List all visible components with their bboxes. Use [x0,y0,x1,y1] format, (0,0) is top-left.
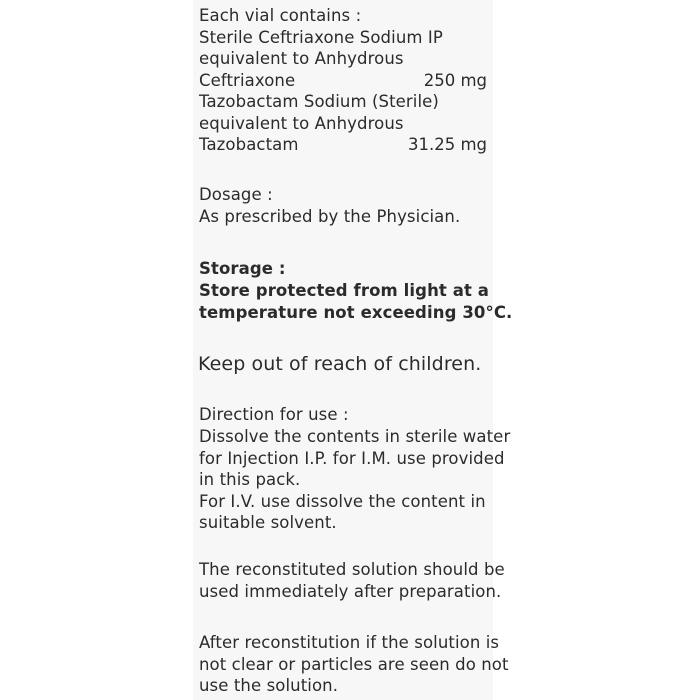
children-warning: Keep out of reach of children. [198,353,482,375]
directions-text: suitable solvent. [199,513,337,532]
ingredient-amount: 31.25 mg [407,135,487,154]
ingredient-name: Ceftriaxone [199,70,296,90]
directions-text: for Injection I.P. for I.M. use provided [199,448,505,468]
dosage-text: As prescribed by the Physician. [199,207,461,226]
reconstitution-note: used immediately after preparation. [199,581,502,601]
composition-line: Sterile Ceftriaxone Sodium IP [199,27,443,47]
dosage-heading: Dosage : [199,185,273,204]
storage-text: temperature not exceeding 30°C. [199,303,513,322]
composition-line: Tazobactam Sodium (Sterile) [199,92,439,111]
storage-text: Store protected from light at a [199,281,490,300]
composition-line: equivalent to Anhydrous [199,113,404,133]
directions-text: For I.V. use dissolve the content in [199,491,486,511]
directions-heading: Direction for use : [199,405,349,424]
after-reconstitution-note: After reconstitution if the solution is [199,633,500,652]
directions-text: in this pack. [199,470,301,489]
composition-heading: Each vial contains : [199,6,362,25]
reconstitution-note: The reconstituted solution should be [199,560,505,579]
after-reconstitution-note: use the solution. [199,676,339,695]
after-reconstitution-note: not clear or particles are seen do not [199,654,509,674]
directions-text: Dissolve the contents in sterile water [199,427,511,446]
composition-line: equivalent to Anhydrous [199,49,404,68]
ingredient-amount: 250 mg [423,70,487,90]
storage-heading: Storage : [199,259,286,278]
ingredient-name: Tazobactam [199,135,299,154]
